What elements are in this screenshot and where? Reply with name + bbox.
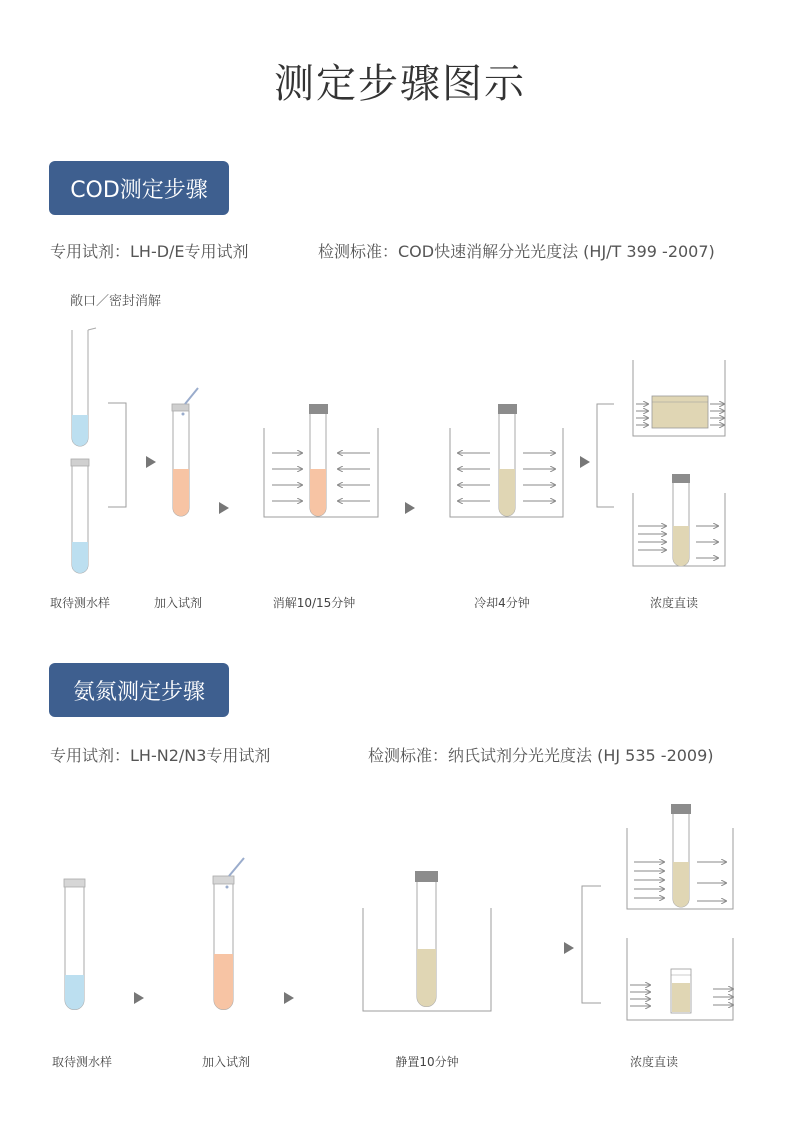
cod-step-label-2: 加入试剂 [153,596,202,610]
cod-step-arrow-3 [405,502,415,514]
ammonia-reading-tube [627,804,733,909]
cod-step-arrow-4 [580,456,590,468]
cod-sample-tube-capped [71,459,89,573]
ammonia-standard-text: 检测标准：纳氏试剂分光光度法 (HJ 535 -2009) [368,746,714,765]
ammonia-step-label-1: 取待测水样 [51,1055,112,1069]
ammonia-diagram [0,795,800,1045]
ammonia-step-label-3: 静置10分钟 [395,1055,459,1069]
cod-step-label-3: 消解10/15分钟 [272,596,356,610]
ammonia-step-arrow-3 [564,942,574,954]
ammonia-step-arrow-1 [134,992,144,1004]
cod-digestion-bath [264,404,378,517]
cod-sample-tube-open [72,328,96,446]
cod-step-label-4: 冷却4分钟 [474,596,530,610]
cod-reagent-tube [172,388,198,516]
ammonia-step-arrow-2 [284,992,294,1004]
ammonia-bracket [582,886,601,1003]
page-title: 测定步骤图示 [274,61,526,107]
cod-bracket-right [597,404,614,507]
cod-step-label-1: 取待测水样 [49,596,110,610]
ammonia-reagent-text: 专用试剂：LH-N2/N3专用试剂 [50,746,271,765]
cod-reading-tube [633,474,725,566]
ammonia-reading-cuvette [627,938,733,1020]
ammonia-reagent-tube [213,858,244,1010]
cod-standard-text: 检测标准：COD快速消解分光光度法 (HJ/T 399 -2007) [318,242,715,261]
ammonia-standing-bath [363,871,491,1011]
cod-step-arrow-2 [219,502,229,514]
cod-digestion-note: 敞口／密封消解 [70,294,162,309]
ammonia-step-label-4: 浓度直读 [629,1055,678,1069]
cod-diagram [0,320,800,590]
cod-step-label-5: 浓度直读 [649,596,698,610]
cod-cooling-bath [450,404,563,517]
cod-reading-cuvette [633,360,725,436]
cod-step-arrow-1 [146,456,156,468]
ammonia-step-label-2: 加入试剂 [201,1055,250,1069]
cod-reagent-text: 专用试剂：LH-D/E专用试剂 [50,242,249,261]
cod-section-heading: COD测定步骤 [49,161,229,215]
ammonia-section-heading: 氨氮测定步骤 [49,663,229,717]
cod-bracket-left [108,403,126,507]
ammonia-sample-tube [64,879,85,1009]
